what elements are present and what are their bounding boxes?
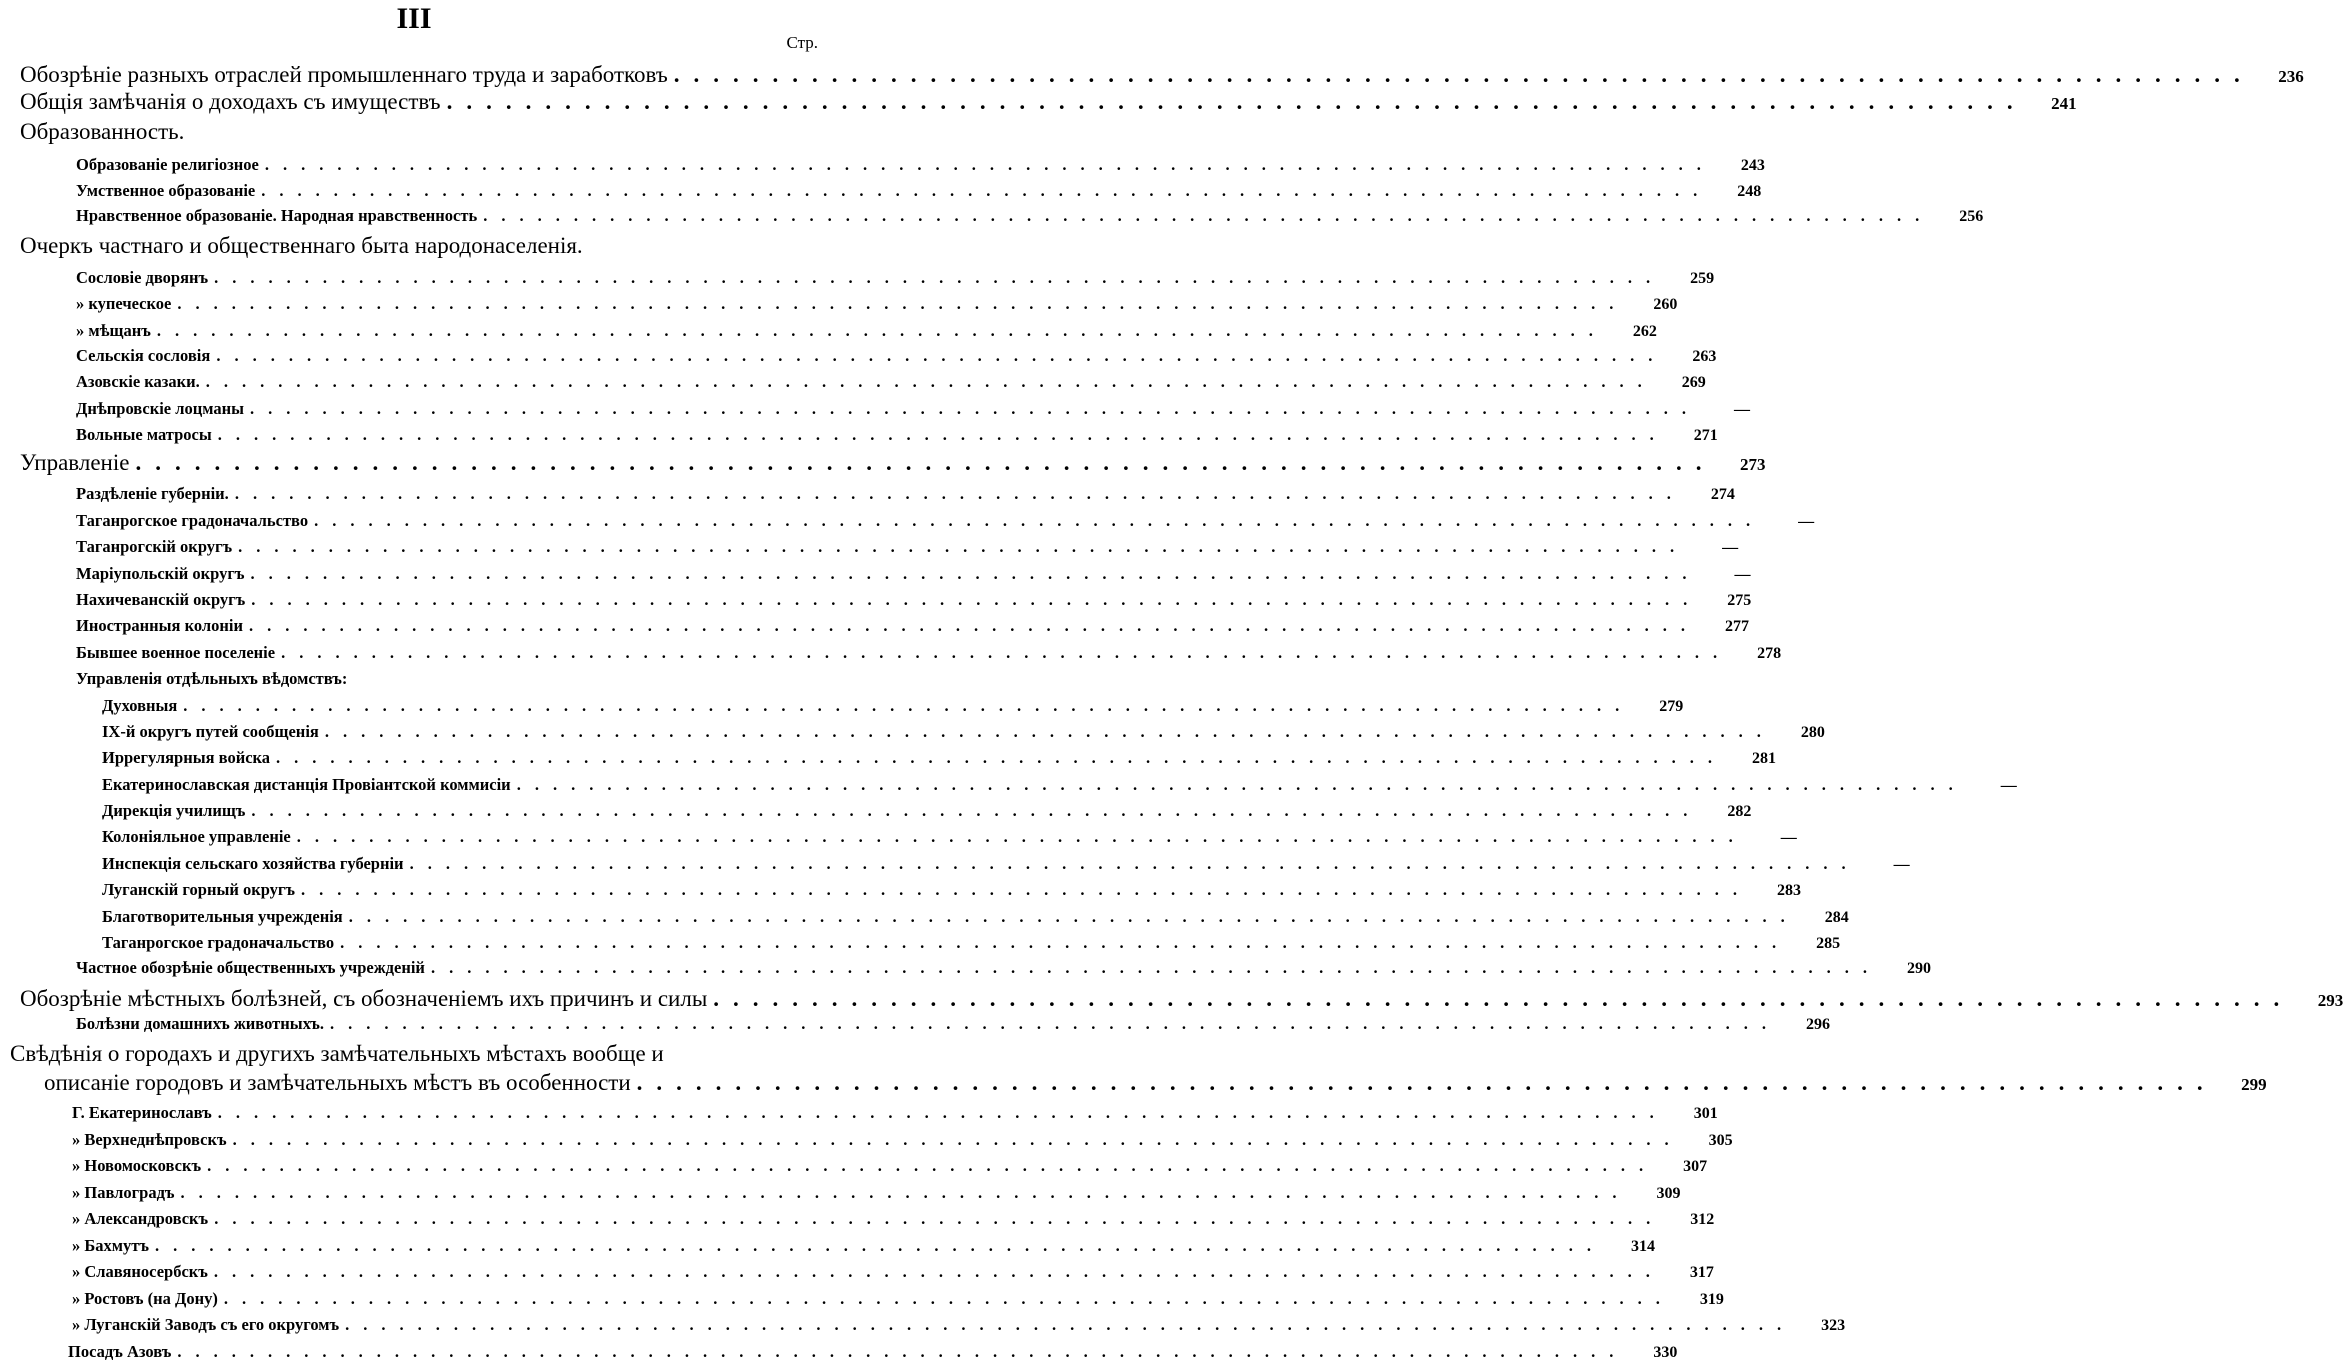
toc-page-number: 277: [1725, 618, 1750, 635]
toc-page-number: 281: [1752, 750, 1777, 767]
toc-entry: [76, 294, 1678, 314]
dot-leader: ................................................................................: [281, 643, 1732, 662]
dot-leader: ................................................................................: [296, 827, 1747, 846]
toc-entry-title: Благотворительныя учрежденія: [102, 907, 343, 926]
toc-page-number: 285: [1816, 935, 1841, 952]
dot-leader: ................................................................................: [348, 907, 1799, 926]
dot-leader: ................................................................................: [214, 268, 1665, 287]
toc-entry: [72, 1262, 1714, 1282]
toc-entry-title: Сельскія сословія: [76, 346, 211, 365]
dot-leader: ................................................................................: [324, 722, 1775, 741]
toc-entry: [76, 321, 1657, 341]
toc-entry-title: Образованіе религіозное: [76, 155, 259, 174]
toc-section: [44, 1070, 2267, 1096]
toc-entry-title: Сословіе дворянъ: [76, 268, 209, 287]
toc-page-number: 293: [2317, 991, 2343, 1010]
toc-entry: [76, 1014, 1830, 1034]
toc-entry: [102, 748, 1777, 768]
toc-page-number: 323: [1821, 1317, 1846, 1334]
toc-page-number: —: [2000, 777, 2017, 794]
dot-leader: ................................................................................: [276, 748, 1727, 767]
dot-leader: ................................................................................: [330, 1014, 1780, 1033]
toc-entry: [102, 907, 1849, 927]
dot-leader: ................................................................................: [264, 155, 1715, 174]
dot-leader: ................................................................................: [223, 1289, 1674, 1308]
toc-page-number: 236: [2278, 67, 2304, 86]
dot-leader: ................................................................................: [180, 1183, 1631, 1202]
dot-leader: ................................................................................: [251, 590, 1702, 609]
dot-leader: ................................................................................: [156, 321, 1607, 340]
toc-entry: [72, 1156, 1708, 1176]
dot-leader: ................................................................................: [446, 89, 2027, 114]
toc-entry-title: Екатеринославская дистанція Провіантской коммисіи: [102, 775, 511, 794]
dot-leader: ................................................................................: [177, 294, 1628, 313]
dot-leader: ................................................................................: [205, 372, 1656, 391]
toc-entry: [76, 206, 1984, 226]
toc-entry-title: » Верхнеднѣпровскъ: [72, 1130, 227, 1149]
toc-page-number: 275: [1727, 592, 1752, 609]
page-number: III: [396, 2, 432, 35]
toc-page-number: 319: [1699, 1291, 1724, 1308]
toc-entry-title: Нахичеванскій округъ: [76, 590, 246, 609]
toc-page-number: 274: [1710, 486, 1735, 503]
toc-entry-title: » Ростовъ (на Дону): [72, 1289, 218, 1308]
toc-entry: [102, 880, 1802, 900]
toc-entry-title: » Луганскій Заводъ съ его округомъ: [72, 1315, 340, 1334]
dot-leader: ................................................................................: [214, 1209, 1665, 1228]
toc-page-number: 296: [1806, 1016, 1830, 1033]
toc-entry-title: » купеческое: [76, 294, 172, 313]
toc-entry-title: » Александровскъ: [72, 1209, 209, 1228]
dot-leader: ................................................................................: [516, 775, 1967, 794]
toc-section: [20, 450, 1766, 476]
toc-page-number: 305: [1708, 1132, 1733, 1149]
toc-entry-title: » Бахмутъ: [72, 1236, 149, 1255]
toc-entry: [102, 827, 1797, 847]
toc-entry-title: » Славяносербскъ: [72, 1262, 208, 1281]
toc-entry-title: Болѣзни домашнихъ животныхъ.: [76, 1014, 324, 1033]
toc-page-number: 260: [1653, 296, 1678, 313]
toc-entry-title: Очеркъ частнаго и общественнаго быта народонаселенія.: [20, 233, 583, 258]
toc-page-number: 312: [1690, 1211, 1715, 1228]
toc-entry-title: Общія замѣчанія о доходахъ съ имуществъ: [20, 89, 441, 114]
toc-section: [20, 233, 818, 259]
dot-leader: ................................................................................: [238, 537, 1689, 556]
page-column-label: Стр.: [786, 33, 818, 52]
toc-page-number: 256: [1959, 208, 1984, 225]
toc-page-number: —: [1722, 539, 1739, 556]
toc-entry: [76, 511, 1815, 531]
toc-entry-title: Нравственное образованіе. Народная нравственность: [76, 206, 478, 225]
toc-entry: [76, 958, 1931, 978]
dot-leader: ................................................................................: [213, 1262, 1664, 1281]
toc-entry-title: Вольные матросы: [76, 425, 212, 444]
toc-entry-title: Обозрѣніе разныхъ отраслей промышленнаго труда и заработковъ: [20, 62, 668, 87]
toc-entry: [72, 1130, 1733, 1150]
toc-entry-title: Частное обозрѣніе общественныхъ учрежденій: [76, 958, 425, 977]
toc-page-number: 307: [1683, 1158, 1708, 1175]
toc-page-number: —: [1780, 829, 1797, 846]
toc-entry-title: Управленія отдѣльныхъ вѣдомствъ:: [76, 669, 348, 688]
toc-page-number: —: [1798, 513, 1815, 530]
dot-leader: ................................................................................: [314, 511, 1765, 530]
dot-leader: ................................................................................: [251, 801, 1702, 820]
dot-leader: ................................................................................: [409, 854, 1860, 873]
dot-leader: ................................................................................: [216, 346, 1667, 365]
toc-entry-title: IX-й округъ путей сообщенія: [102, 722, 319, 741]
toc-entry: [102, 775, 2017, 795]
toc-entry: [76, 425, 1718, 445]
dot-leader: ................................................................................: [430, 958, 1881, 977]
dot-leader: ................................................................................: [301, 880, 1752, 899]
toc-page-number: 290: [1906, 960, 1931, 977]
toc-entry-title: Управленіе: [20, 450, 130, 475]
toc-section: [20, 89, 2077, 115]
toc-page-number: 301: [1693, 1105, 1718, 1122]
toc-entry-title: » Новомосковскъ: [72, 1156, 202, 1175]
toc-page-number: 280: [1800, 724, 1825, 741]
toc-entry-title: Маріупольскій округъ: [76, 564, 245, 583]
dot-leader: ................................................................................: [249, 616, 1700, 635]
dot-leader: ................................................................................: [340, 933, 1791, 952]
toc-entry-title: » Павлоградъ: [72, 1183, 175, 1202]
toc-entry-title: Таганрогское градоначальство: [102, 933, 335, 952]
dot-leader: ................................................................................: [250, 399, 1701, 418]
toc-entry-title: Дирекція училищъ: [102, 801, 246, 820]
toc-entry: [76, 484, 1735, 504]
toc-page-number: 330: [1653, 1344, 1678, 1361]
toc-entry: [102, 854, 1910, 874]
toc-page-number: 278: [1757, 645, 1782, 662]
toc-page-number: 299: [2241, 1075, 2267, 1094]
toc-entry: [72, 1236, 1655, 1256]
dot-leader: ................................................................................: [673, 62, 2254, 87]
toc-page-number: 248: [1737, 183, 1762, 200]
toc-section: [20, 986, 2343, 1012]
toc-entry-title: Иностранныя колоніи: [76, 616, 244, 635]
toc-entry-title: Инспекція сельскаго хозяйства губерніи: [102, 854, 404, 873]
toc-entry: [102, 933, 1841, 953]
toc-entry-title: Духовныя: [102, 696, 178, 715]
toc-entry-title: Таганрогское градоначальство: [76, 511, 309, 530]
toc-entry: [76, 346, 1717, 366]
toc-entry-title: Образованность.: [20, 119, 185, 144]
toc-page-number: 241: [2051, 94, 2077, 113]
toc-entry: [76, 590, 1752, 610]
toc-page-number: 269: [1681, 374, 1706, 391]
dot-leader: ................................................................................: [232, 1130, 1683, 1149]
toc-entry: [76, 372, 1706, 392]
toc-section: [20, 62, 2304, 88]
toc-entry: [76, 564, 1751, 584]
toc-page-number: 283: [1777, 882, 1802, 899]
toc-entry-title: Таганрогскій округъ: [76, 537, 233, 556]
toc-entry: [68, 1342, 1678, 1362]
dot-leader: ................................................................................: [207, 1156, 1658, 1175]
dot-leader: ................................................................................: [713, 986, 2294, 1011]
toc-entry-title: Раздѣленіе губерніи.: [76, 484, 229, 503]
toc-page-number: 273: [1739, 455, 1766, 474]
toc-entry-title: Посадъ Азовъ: [68, 1342, 172, 1361]
dot-leader: ................................................................................: [217, 425, 1668, 444]
toc-page-number: 314: [1631, 1238, 1655, 1255]
toc-entry-title: » мѣщанъ: [76, 321, 151, 340]
toc-entry: [72, 1289, 1724, 1309]
toc-entry: [102, 801, 1752, 821]
toc-entry: [72, 1209, 1715, 1229]
toc-page-number: 317: [1689, 1264, 1714, 1281]
toc-page-number: 309: [1656, 1185, 1681, 1202]
toc-entry-title: Луганскій горный округъ: [102, 880, 296, 899]
dot-leader: ................................................................................: [155, 1236, 1605, 1255]
dot-leader: ................................................................................: [183, 696, 1634, 715]
dot-leader: ................................................................................: [177, 1342, 1628, 1361]
toc-entry-title: Иррегулярныя войска: [102, 748, 271, 767]
dot-leader: ................................................................................: [250, 564, 1701, 583]
dot-leader: ................................................................................: [135, 450, 1716, 475]
toc-entry: [76, 537, 1739, 557]
dot-leader: ................................................................................: [217, 1103, 1668, 1122]
dot-leader: ................................................................................: [261, 181, 1712, 200]
toc-entry-title: Колоніяльное управленіе: [102, 827, 291, 846]
toc-page-number: 262: [1632, 323, 1657, 340]
toc-page-number: —: [1893, 856, 1910, 873]
toc-entry-title: Умственное образованіе: [76, 181, 256, 200]
toc-entry: [102, 696, 1684, 716]
toc-entry: [76, 669, 818, 689]
toc-entry-title: Бывшее военное поселеніе: [76, 643, 276, 662]
toc-entry-title: Днѣпровскіе лоцманы: [76, 399, 245, 418]
toc-page-number: —: [1734, 401, 1751, 418]
toc-page-number: 243: [1740, 157, 1765, 174]
toc-entry-title: Г. Екатеринославъ: [72, 1103, 212, 1122]
toc-entry: [72, 1183, 1681, 1203]
dot-leader: ................................................................................: [636, 1070, 2217, 1095]
toc-entry: [102, 722, 1825, 742]
toc-entry: [76, 181, 1762, 201]
toc-section: [20, 119, 818, 145]
toc-entry-title: Обозрѣніе мѣстныхъ болѣзней, съ обозначеніемъ ихъ причинъ и силы: [20, 986, 708, 1011]
toc-page-number: —: [1734, 566, 1751, 583]
toc-entry: [72, 1315, 1846, 1335]
dot-leader: ................................................................................: [483, 206, 1934, 225]
toc-heading: Свѣдѣнія о городахъ и другихъ замѣчательныхъ мѣстахъ вообще и: [10, 1041, 664, 1066]
dot-leader: ................................................................................: [234, 484, 1685, 503]
toc-page-number: 259: [1690, 270, 1715, 287]
toc-page-number: 282: [1727, 803, 1752, 820]
toc-page-number: 284: [1824, 909, 1849, 926]
toc-entry-title: описаніе городовъ и замѣчательныхъ мѣстъ въ особенности: [44, 1070, 631, 1095]
toc-page-number: 263: [1692, 348, 1717, 365]
toc-page-number: 271: [1693, 427, 1718, 444]
toc-entry: [72, 1103, 1718, 1123]
dot-leader: ................................................................................: [345, 1315, 1796, 1334]
toc-entry: [76, 399, 1751, 419]
toc-entry-title: Азовскіе казаки.: [76, 372, 200, 391]
toc-entry: [76, 643, 1782, 663]
toc-entry: [76, 616, 1750, 636]
toc-entry: [76, 268, 1715, 288]
toc-entry: [76, 155, 1765, 175]
toc-page-number: 279: [1659, 698, 1684, 715]
